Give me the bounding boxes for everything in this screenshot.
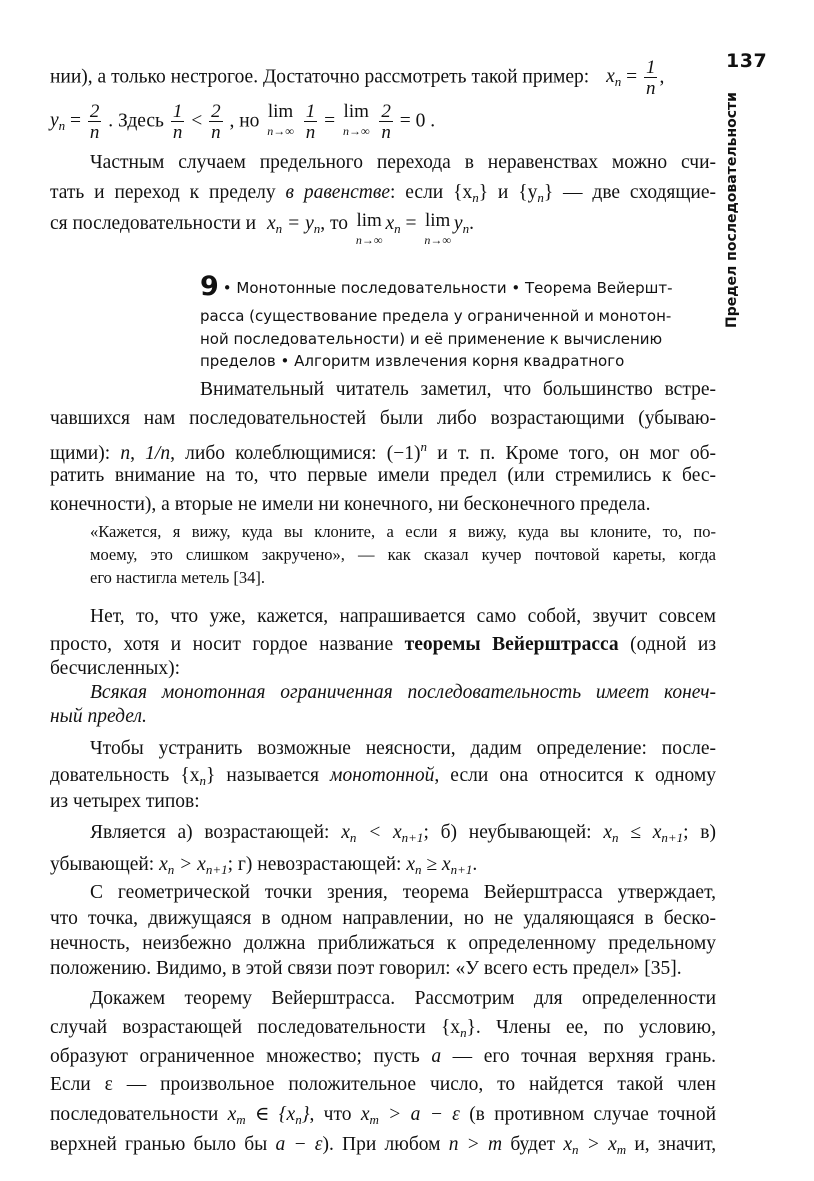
math-var: = y <box>282 213 314 234</box>
text-line <box>50 58 716 98</box>
text-fragment: , если она относится к одному <box>434 765 717 786</box>
text-fragment: и т. п. Кроме того, он мог об- <box>437 443 717 464</box>
text-line: конечности), а вторые не имели ни конечного, ни бесконечного предела. <box>50 494 651 515</box>
math-var: a <box>431 1046 442 1067</box>
math-op: < <box>191 110 203 132</box>
fraction-num: 1 <box>172 101 183 122</box>
text-fragment: : если {x <box>390 182 473 203</box>
text-fragment: будет <box>510 1134 556 1155</box>
fraction-den: n <box>211 122 221 143</box>
text-fragment: . <box>469 213 474 234</box>
text-fragment: . <box>472 854 478 875</box>
text-fragment: убывающей: <box>50 854 155 875</box>
text-line: Докажем теорему Вейерштрасса. Рассмотрим для определенности <box>90 988 716 1009</box>
limit-sub: n→∞ <box>342 124 370 138</box>
text-line: Частным случаем предельного перехода в неравенствах можно счи- <box>90 152 716 173</box>
text-line: нечность, неизбежно должна приближаться к определенному предельному <box>50 933 716 954</box>
text-line: тать и переход к пределу в равенстве: если $\{x_n\}$ и $\{y_n\}$ — две сходящие- <box>50 182 717 205</box>
limit-word: lim <box>356 210 382 231</box>
theorem-line: ный предел. <box>50 706 147 727</box>
math-var: x <box>606 66 615 88</box>
fraction-num: 2 <box>89 101 100 122</box>
text-fragment: } называется <box>206 765 319 786</box>
text-line: верхней гранью было бы a − ε). При любом n > m будет $x_n > x_m$ и, значит, <box>50 1134 717 1157</box>
text-line: Чтобы устранить возможные неясности, дадим определение: после- <box>90 738 716 759</box>
text-fragment: }. Члены ее, по условию, <box>466 1017 716 1038</box>
math-var: n <box>120 443 131 464</box>
limit <box>267 102 294 137</box>
text-bold: теоремы Вейерштрасса <box>404 634 619 655</box>
section-title: • Монотонные последовательности • Теорема Вейершт- <box>222 279 673 297</box>
text-line: Нет, то, что уже, кажется, напрашивается само собой, звучит совсем <box>90 606 716 627</box>
text-fragment: (одной из <box>630 634 717 655</box>
limit <box>343 102 370 137</box>
text-line: чавшихся нам последовательностей были либо возрастающими (убываю- <box>50 408 716 429</box>
text-fragment: — его точная верхняя грань. <box>452 1046 717 1067</box>
text-line: Если ε — произвольное положительное число, то найдется такой член <box>50 1074 716 1095</box>
math-op: = <box>324 110 336 132</box>
limit <box>424 211 451 246</box>
section-heading-line: пределов • Алгоритм извлечения корня квадратного <box>200 352 625 370</box>
text-fragment: верхней гранью было бы <box>50 1134 268 1155</box>
formula-line <box>50 102 716 142</box>
text-line <box>50 632 716 658</box>
math-var: x <box>267 213 276 234</box>
limit-word: lim <box>343 101 369 122</box>
fraction-den: n <box>89 122 100 143</box>
text-fragment: случай возрастающей последовательности {x <box>50 1017 461 1038</box>
text-fragment: просто, хотя и носит гордое название <box>50 634 394 655</box>
text-line: случай возрастающей последовательности $\{x_n\}$. Члены ее, по условию, <box>50 1017 716 1040</box>
running-head: Предел последовательности <box>724 92 740 328</box>
section-number: 9 <box>200 271 219 302</box>
math-var: y <box>50 110 59 132</box>
text-fragment: тать и переход к пределу <box>50 182 276 203</box>
quote-line: его настигла метель [34]. <box>90 568 265 587</box>
text-fragment: последовательности <box>50 1104 219 1125</box>
text-line: ся последовательности и $x_n = y_n$, то lim n→∞ $x_n$ = lim n→∞ $y_n$. <box>50 210 474 247</box>
math-op: , <box>659 66 665 88</box>
math-expr: (−1) <box>386 443 421 464</box>
text-line <box>50 1044 716 1070</box>
fraction-den: n <box>305 122 316 143</box>
fraction-den: n <box>172 122 183 143</box>
text-fragment: . Здесь <box>108 110 164 132</box>
text-fragment: , то <box>320 213 348 234</box>
text-line: бесчисленных): <box>50 658 180 679</box>
fraction-num: 1 <box>305 101 316 122</box>
text-line: Является а) возрастающей: $x_n < x_{n+1}$; б) неубывающей: $x_n \le x_{n+1}$; в) <box>90 822 717 845</box>
text-fragment: довательность {x <box>50 765 200 786</box>
limit-sub: n→∞ <box>355 233 383 247</box>
section-heading-line <box>200 271 720 302</box>
math-op: = <box>626 66 638 88</box>
text-line: Внимательный читатель заметил, что большинство встре- <box>200 379 716 400</box>
text-fragment: ся последовательности и <box>50 213 257 234</box>
text-fragment: (в противном случае точной <box>469 1104 717 1125</box>
text-italic: в равенстве <box>285 182 390 203</box>
fraction <box>644 58 658 98</box>
text-fragment: ). При любом <box>322 1134 441 1155</box>
text-fragment: Является а) возрастающей: <box>90 822 330 843</box>
limit-word: lim <box>424 210 451 231</box>
section-heading-line: расса (существование предела у ограниченной и монотон- <box>200 307 672 325</box>
text-fragment: ; в) <box>683 822 717 843</box>
text-line: довательность $\{x_n\}$ называется монотонной, если она относится к одному <box>50 765 717 788</box>
quote-line: «Кажется, я вижу, куда вы клоните, а если я вижу, куда вы клоните, то, по- <box>90 522 716 541</box>
text-fragment: ; б) неубывающей: <box>423 822 592 843</box>
text-fragment: образуют ограниченное множество; пусть <box>50 1046 420 1067</box>
text-line: ратить внимание на то, что первые имели предел (или стремились к бес- <box>50 465 716 486</box>
fraction <box>304 102 318 142</box>
fraction-den: n <box>645 78 656 99</box>
math-sub: n <box>58 118 66 134</box>
text-fragment: , <box>130 443 135 464</box>
text-fragment: , либо колеблющимися: <box>170 443 377 464</box>
text-line: из четырех типов: <box>50 791 200 812</box>
text-fragment: , что <box>309 1104 352 1125</box>
text-line: положению. Видимо, в этой связи поэт говорил: «У всего есть предел» [35]. <box>50 958 682 979</box>
section-heading-line: ной последовательности) и её применение к вычислению <box>200 330 663 348</box>
fraction <box>171 102 185 142</box>
limit-word: lim <box>267 101 294 122</box>
page-number: 137 <box>726 50 768 72</box>
fraction-num: 1 <box>645 57 656 78</box>
text-fragment: и, значит, <box>634 1134 717 1155</box>
math-op: = <box>70 110 82 132</box>
text-fragment: , но <box>229 110 260 132</box>
fraction-num: 2 <box>381 101 391 122</box>
math-op: = 0 . <box>399 110 436 132</box>
text-fragment: } — две сходящие- <box>543 182 717 203</box>
math-var: x <box>385 213 395 234</box>
quote-line: моему, это слишком закручено», — как сказал кучер почтовой кареты, когда <box>90 545 716 564</box>
limit-sub: n→∞ <box>424 233 451 247</box>
fraction <box>209 102 223 142</box>
fraction <box>88 102 102 142</box>
text-fragment: } и {y <box>478 182 538 203</box>
math-sub: n <box>614 74 622 90</box>
text-line: последовательности $x_m$ ∈ $\{x_n\}$, что $x_m > a - \varepsilon$ (в противном случае точной <box>50 1104 717 1127</box>
text-italic: монотонной <box>330 765 435 786</box>
text-fragment: нии), а только нестрогое. Достаточно рассмотреть такой пример: <box>50 66 590 88</box>
fraction-num: 2 <box>211 101 221 122</box>
text-line: что точка, движущаяся в одном направлении, но не удаляющаяся в беско- <box>50 908 716 929</box>
math-expr: 1/n <box>145 443 171 464</box>
fraction-den: n <box>381 122 391 143</box>
math-sup: n <box>420 439 428 454</box>
text-line: убывающей: $x_n > x_{n+1}$; г) невозрастающей: $x_n \ge x_{n+1}$. <box>50 854 478 877</box>
math-var: y <box>453 213 463 234</box>
limit <box>356 211 383 246</box>
theorem-line: Всякая монотонная ограниченная последовательность имеет конеч- <box>90 682 716 703</box>
limit-sub: n→∞ <box>267 124 294 138</box>
fraction <box>379 102 393 142</box>
text-fragment: щими): <box>50 443 111 464</box>
text-line: С геометрической точки зрения, теорема Вейерштрасса утверждает, <box>90 882 716 903</box>
text-fragment: ; г) невозрастающей: <box>227 854 402 875</box>
